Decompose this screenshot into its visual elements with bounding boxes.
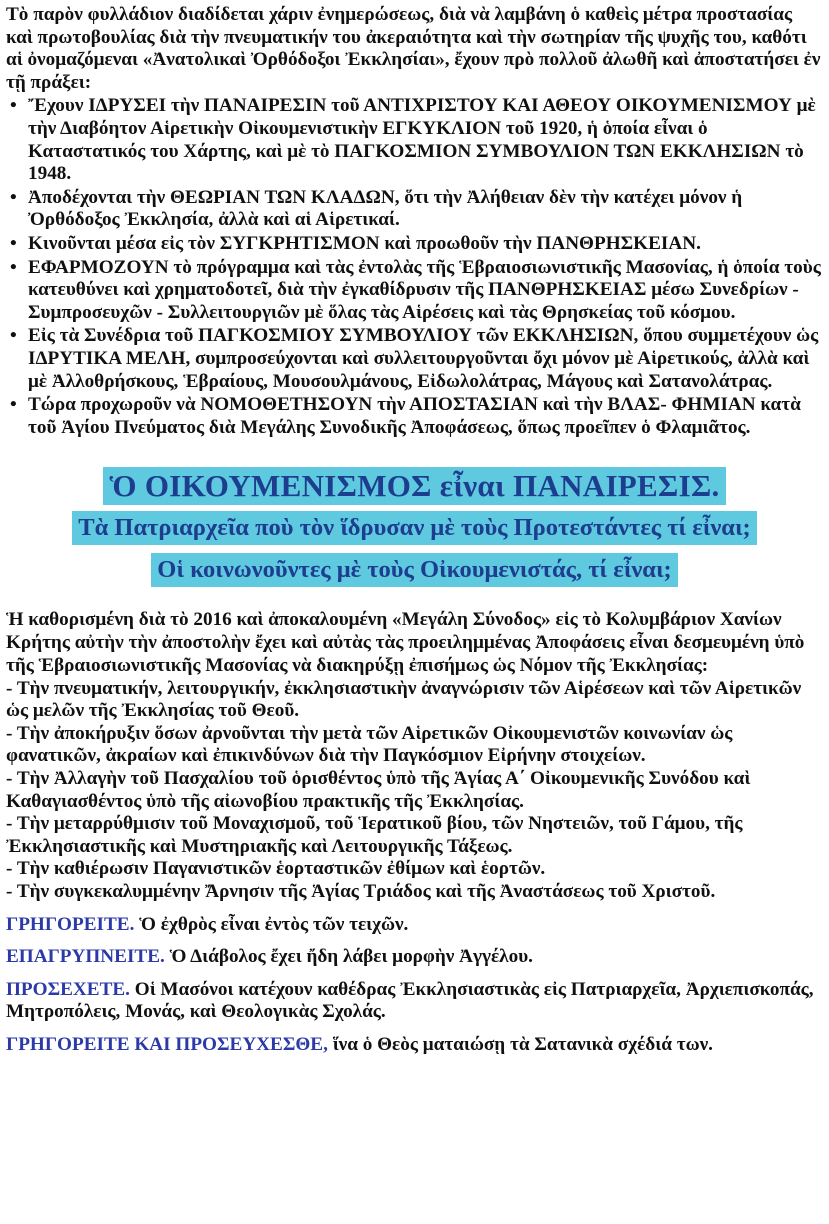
bullet-text: Εἰς τὰ Συνέδρια τοῦ ΠΑΓΚΟΣΜΙΟΥ ΣΥΜΒΟΥΛΙΟΥ τῶν ΕΚΚΛΗΣΙΩΝ, ὅπου συμμετέχουν ὡς ΙΔΡΥΤΙΚΑ ΜΕΛΗ, συμπροσεύχονται καὶ συλλειτουργοῦνται ὄχι μόνον μὲ Αἱρετικούς, ἀλλὰ καὶ μὲ Ἀλλοθρήσκους, Ἑβραίους, Μουσουλμάνους, Εἰδωλολάτρας, Μάγους καὶ Σατανολάτρας. [28,325,819,392]
bullet-text: Ἀποδέχονται τὴν ΘΕΩΡΙΑΝ ΤΩΝ ΚΛΑΔΩΝ, ὅτι τὴν Ἀλήθειαν δὲν τὴν κατέχει μόνον ἡ Ὀρθόδοξος Ἐκκλησία, ἀλλὰ καὶ αἱ Αἱρετικαί. [28,186,743,231]
bullet-marker: • [10,95,17,117]
bullet-marker: • [10,256,17,278]
exhortation-line [6,979,823,1024]
bullet-text: Κινοῦνται μέσα εἰς τὸν ΣΥΓΚΡΗΤΙΣΜΟΝ καὶ προωθοῦν τὴν ΠΑΝΘΡΗΣΚΕΙΑΝ. [28,232,701,254]
bullet-list [6,95,823,439]
bullet-text: ΕΦΑΡΜΟΖΟΥΝ τὸ πρόγραμμα καὶ τὰς ἐντολὰς τῆς Ἑβραιοσιωνιστικῆς Μασονίας, ἡ ὁποία τοὺς κατευθύνει καὶ χρηματοδοτεῖ, διὰ τὴν ἐγκαθίδρυσιν τῆς ΠΑΝΘΡΗΣΚΕΙΑΣ μέσω Συνεδρίων - Συμπροσευχῶν - Συλλειτουργιῶν μὲ ὅλας τὰς Αἱρέσεις καὶ τὰς Θρησκείας τοῦ κόσμου. [28,256,821,323]
list-item [6,187,823,232]
exhortation-line [6,914,823,937]
list-item: - Τὴν μεταρρύθμισιν τοῦ Μοναχισμοῦ, τοῦ Ἱερατικοῦ βίου, τῶν Νηστειῶν, τοῦ Γάμου, τῆς Ἐκκλησιαστικῆς καὶ Μυστηριακῆς καὶ Λειτουργικῆς Τάξεως. [6,813,743,857]
exhortation-keyword: ΕΠΑΓΡΥΠΝΕΙΤΕ. [6,946,165,968]
exhortation-line [6,1034,823,1057]
exhortation-text: ἵνα ὁ Θεὸς ματαιώσῃ τὰ Σατανικὰ σχέδιά των. [327,1033,713,1055]
list-item: - Τὴν πνευματικήν, λειτουργικήν, ἐκκλησιαστικὴν ἀναγνώρισιν τῶν Αἱρέσεων καὶ τῶν Αἱρετικῶν ὡς μελῶν τῆς Ἐκκλησίας τοῦ Θεοῦ. [6,677,802,722]
bullet-marker: • [10,325,17,347]
bullet-text: Ἔχουν ΙΔΡΥΣΕΙ τὴν ΠΑΝΑΙΡΕΣΙΝ τοῦ ΑΝΤΙΧΡΙΣΤΟΥ ΚΑΙ ΑΘΕΟΥ ΟΙΚΟΥΜΕΝΙΣΜΟΥ μὲ τὴν Διαβόητον Αἱρετικὴν Οἰκουμενιστικὴν ΕΓΚΥΚΛΙΟΝ τοῦ 1920, ἡ ὁποία εἶναι ὁ Καταστατικός του Χάρτης, καὶ μὲ τὸ ΠΑΓΚΟΣΜΙΟΝ ΣΥΜΒΟΥΛΙΟΝ ΤΩΝ ΕΚΚΛΗΣΙΩΝ τὸ 1948. [28,95,816,185]
exhortation-keyword: ΓΡΗΓΟΡΕΙΤΕ ΚΑΙ ΠΡΟΣΕΥΧΕΣΘΕ, [6,1033,328,1055]
exhortation-line [6,946,823,969]
list-item: - Τὴν ἀποκήρυξιν ὅσων ἀρνοῦνται τὴν μετὰ τῶν Αἱρετικῶν Οἰκουμενιστῶν κοινωνίαν ὡς φανατικῶν, ἀκραίων καὶ ἐπικινδύνων διὰ τὴν Παγκόσμιον Εἰρήνην στοιχείων. [6,722,733,767]
bullet-marker: • [10,394,17,416]
list-item [6,257,823,325]
banner-question-1: Τὰ Πατριαρχεῖα ποὺ τὸν ἵδρυσαν μὲ τοὺς Προτεστάντες τί εἶναι; [72,511,756,545]
list-item: - Τὴν καθιέρωσιν Παγανιστικῶν ἑορταστικῶν ἐθίμων καὶ ἑορτῶν. [6,858,546,880]
banner-headline: Ὁ ΟΙΚΟΥΜΕΝΙΣΜΟΣ εἶναι ΠΑΝΑΙΡΕΣΙΣ. [103,467,725,505]
exhortation-keyword: ΠΡΟΣΕΧΕΤΕ. [6,978,130,1000]
list-item [6,95,823,185]
banner-question-2: Οἱ κοινωνοῦντες μὲ τοὺς Οἰκουμενιστάς, τί εἶναι; [151,553,677,587]
list-item: - Τὴν συγκεκαλυμμένην Ἄρνησιν τῆς Ἁγίας Τριάδος καὶ τῆς Ἀναστάσεως τοῦ Χριστοῦ. [6,881,716,903]
banner-block [6,467,823,587]
bullet-text: Τώρα προχωροῦν νὰ ΝΟΜΟΘΕΤΗΣΟΥΝ τὴν ΑΠΟΣΤΑΣΙΑΝ καὶ τὴν ΒΛΑΣ- ΦΗΜΙΑΝ κατὰ τοῦ Ἁγίου Πνεύματος διὰ Μεγάλης Συνοδικῆς Ἀποφάσεως, ὅπως προεῖπεν ὁ Φλαμιᾶτος. [28,394,801,438]
list-item [6,325,823,393]
list-item: - Τὴν Ἀλλαγὴν τοῦ Πασχαλίου τοῦ ὁρισθέντος ὑπὸ τῆς Ἁγίας Α΄ Οἰκουμενικῆς Συνόδου καὶ Καθαγιασθέντος ὑπὸ τῆς αἰωνοβίου πρακτικῆς τῆς Ἐκκλησίας. [6,768,751,812]
exhortation-text: Οἱ Μασόνοι κατέχουν καθέδρας Ἐκκλησιαστικὰς εἰς Πατριαρχεῖα, Ἀρχιεπισκοπάς, Μητροπόλεις, Μονάς, καὶ Θεολογικὰς Σχολάς. [6,978,814,1023]
synod-paragraph: Ἡ καθορισμένη διὰ τὸ 2016 καὶ ἀποκαλουμένη «Μεγάλη Σύνοδος» εἰς τὸ Κολυμβάριον Χανίων Κρήτης αὐτὴν τὴν ἀποστολὴν ἔχει καὶ αὐτὰς τὰς προειλημμένας Ἀποφάσεις εἶναι δεσμευμένη ὑπὸ τῆς Ἑβραιοσιωνιστικῆς Μασονίας νὰ διακηρύξῃ ἐπισήμως ὡς Νόμον τῆς Ἐκκλησίας: [6,609,805,676]
synod-section [6,609,823,903]
exhortation-text: Ὁ ἐχθρὸς εἶναι ἐντὸς τῶν τειχῶν. [134,913,409,935]
exhortations [6,914,823,1057]
intro-paragraph: Τὸ παρὸν φυλλάδιον διαδίδεται χάριν ἐνημερώσεως, διὰ νὰ λαμβάνη ὁ καθεὶς μέτρα προστασίας καὶ πρωτοβουλίας διὰ τὴν πνευματικήν του ἀκεραιότητα καὶ τὴν σωτηρίαν τῆς ψυχῆς του, καθότι αἱ ὀνομαζόμεναι «Ἀνατολικαὶ Ὀρθόδοξοι Ἐκκλησίαι», ἔχουν πρὸ πολλοῦ ἀλωθῆ καὶ ἀποστατήσει ἐν τῇ πράξει: [6,4,821,93]
exhortation-keyword: ΓΡΗΓΟΡΕΙΤΕ. [6,913,135,935]
bullet-marker: • [10,186,17,208]
list-item [6,394,823,439]
list-item [6,233,823,256]
exhortation-text: Ὁ Διάβολος ἔχει ἤδη λάβει μορφὴν Ἀγγέλου. [164,946,533,968]
bullet-marker: • [10,232,17,254]
